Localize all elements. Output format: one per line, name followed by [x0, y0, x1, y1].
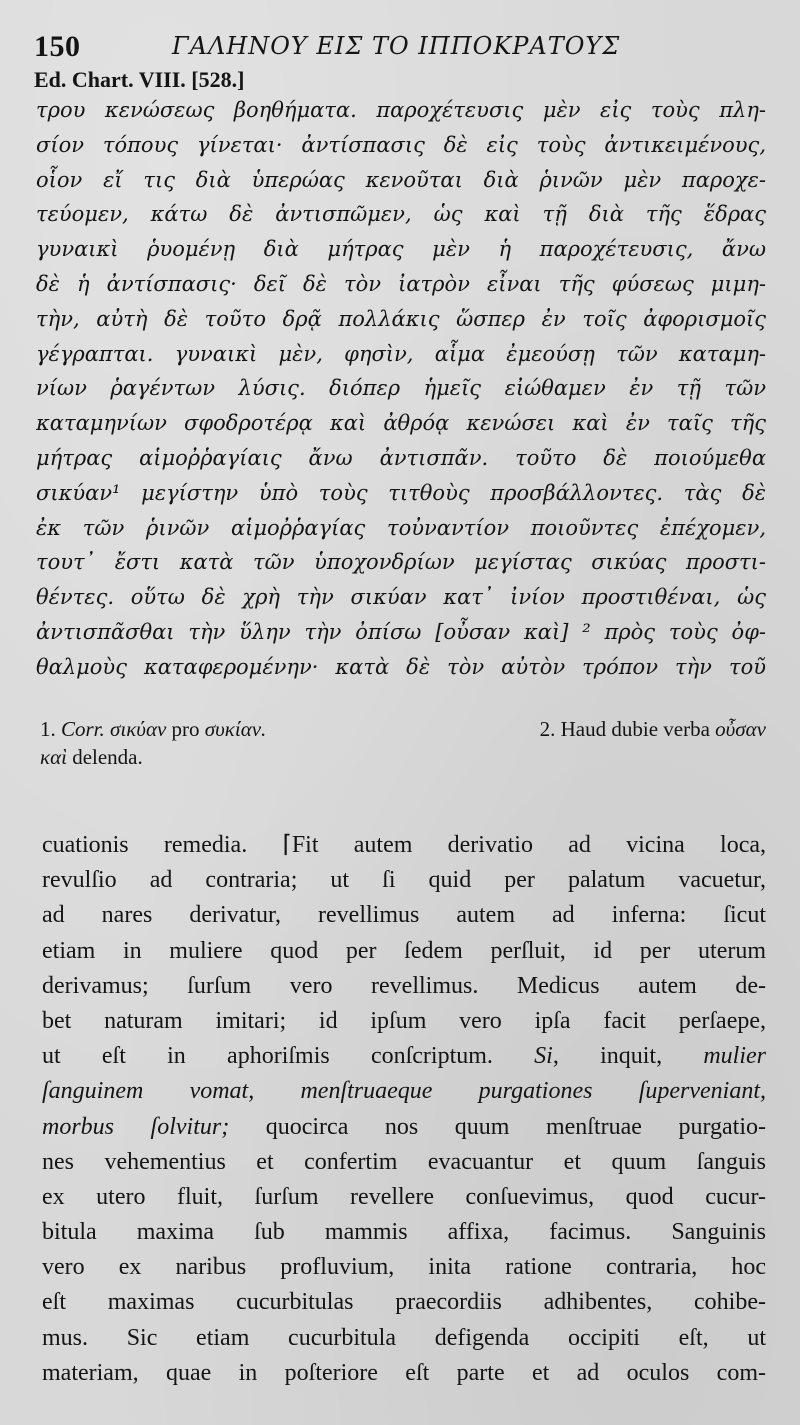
latin-span: vero ex naribus profluvium, inita ratione contraria, hoc — [42, 1254, 766, 1281]
edition-reference: Ed. Chart. VIII. [528.] — [34, 67, 245, 92]
greek-line: θαλμοὺς καταφερομένην· κατὰ δὲ τὸν αὐτὸν τρόπον τὴν τοῦ — [36, 654, 766, 679]
footnotes — [40, 715, 766, 771]
greek-line: μήτρας αἱμοῤῥαγίαις ἄνω ἀντισπᾶν. τοῦτο δὲ ποιούμεθα — [36, 445, 766, 470]
greek-line: δὲ ἡ ἀντίσπασις· δεῖ δὲ τὸν ἰατρὸν εἶναι τῆς φύσεως μιμη- — [36, 271, 766, 296]
latin-italic-span: mulier — [703, 1043, 766, 1070]
latin-line — [42, 934, 766, 969]
latin-text-block — [42, 828, 766, 1391]
latin-line — [42, 969, 766, 1004]
greek-line: γέγραπται. γυναικὶ μὲν, φησὶν, αἷμα ἐμεούσῃ τῶν καταμη- — [36, 341, 766, 366]
footnote-1-greek-a: σικύαν — [110, 717, 167, 741]
latin-span: bet naturam imitari; id ipſum vero ipſa facit perſaepe, — [42, 1007, 766, 1034]
footnote-1-corr: Corr. — [61, 717, 105, 741]
latin-line — [42, 863, 766, 898]
running-title: ΓΑΛΗΝΟΥ ΕΙΣ ΤΟ ΙΠΠΟΚΡΑΤΟΥΣ — [172, 32, 621, 60]
footnote-2-cont-text: delenda. — [72, 745, 143, 769]
footnote-2 — [540, 715, 766, 743]
latin-line — [42, 898, 766, 933]
latin-line — [42, 1074, 766, 1109]
latin-span: ut eſt in aphoriſmis conſcriptum. — [42, 1043, 535, 1070]
latin-italic-span: morbus ſolvitur; — [42, 1113, 230, 1140]
latin-italic-span: ſanguinem vomat, menſtruaeque purgationes ſuperveniant, — [42, 1078, 766, 1105]
latin-span: eſt maximas cucurbitulas praecordiis adhibentes, cohibe- — [42, 1289, 766, 1316]
latin-line — [42, 1285, 766, 1320]
greek-line: ἐκ τῶν ῥινῶν αἱμοῤῥαγίας τοὐναντίον ποιοῦντες ἐπέχομεν, — [36, 515, 766, 540]
footnote-2-text: 2. Haud dubie verba — [539, 717, 710, 741]
greek-line: τεύομεν, κάτω δὲ ἀντισπῶμεν, ὡς καὶ τῇ διὰ τῆς ἕδρας — [36, 202, 766, 227]
greek-line: σικύαν¹ μεγίστην ὑπὸ τοὺς τιτθοὺς προσβάλλοντες. τὰς δὲ — [36, 480, 766, 505]
latin-span: , inquit, — [552, 1043, 704, 1070]
greek-line: οἷον εἴ τις διὰ ὑπερώας κενοῦται διὰ ῥινῶν μὲν παροχε- — [36, 167, 766, 192]
greek-line: νίων ῥαγέντων λύσις. διόπερ ἡμεῖς εἰώθαμεν ἐν τῇ τῶν — [36, 376, 766, 401]
latin-line — [42, 828, 766, 863]
greek-line: ἀντισπᾶσθαι τὴν ὕλην τὴν ὀπίσω [οὖσαν καὶ] ² πρὸς τοὺς ὀφ- — [36, 619, 766, 644]
latin-span: materiam, quae in poſteriore eſt parte et ad oculos com- — [42, 1359, 766, 1386]
page-number: 150 — [34, 30, 81, 63]
latin-line — [42, 1039, 766, 1074]
latin-line — [42, 1250, 766, 1285]
greek-line: θέντες. οὕτω δὲ χρὴ τὴν σικύαν κατ᾿ ἰνίον προστιθέναι, ὡς — [36, 585, 766, 610]
greek-line: καταμηνίων σφοδροτέρᾳ καὶ ἀθρόᾳ κενώσει καὶ ἐν ταῖς τῆς — [36, 411, 766, 436]
latin-line — [42, 1321, 766, 1356]
latin-line — [42, 1180, 766, 1215]
latin-span: ex utero fluit, ſurſum revellere conſuevimus, quod cucur- — [42, 1183, 766, 1210]
greek-line: τὴν, αὐτὴ δὲ τοῦτο δρᾷ πολλάκις ὥσπερ ἐν τοῖς ἀφορισμοῖς — [36, 306, 766, 331]
latin-span: mus. Sic etiam cucurbitula defigenda occipiti eſt, ut — [42, 1324, 766, 1351]
greek-line: τουτ᾿ ἔστι κατὰ τῶν ὑποχονδρίων μεγίστας σικύας προστι- — [36, 550, 766, 575]
latin-span: ad nares derivatur, revellimus autem ad inferna: ſicut — [42, 902, 766, 929]
greek-line: τρου κενώσεως βοηθήματα. παροχέτευσις μὲν εἰς τοὺς πλη- — [36, 98, 766, 122]
latin-italic-span: Si — [534, 1043, 553, 1070]
latin-span: quocirca nos quum menſtruae purgatio- — [229, 1113, 766, 1140]
latin-span: bitula maxima ſub mammis affixa, facimus. Sanguinis — [42, 1219, 766, 1246]
greek-line: σίον τόπους γίνεται· ἀντίσπασις δὲ εἰς τοὺς ἀντικειμένους, — [36, 132, 766, 157]
footnote-line-1 — [40, 715, 766, 743]
footnote-2-greek: οὖσαν — [715, 717, 766, 741]
greek-line: γυναικὶ ῥυομένῃ διὰ μήτρας μὲν ἡ παροχέτευσις, ἄνω — [36, 237, 766, 262]
latin-line — [42, 1145, 766, 1180]
latin-line — [42, 1110, 766, 1145]
greek-text-block — [36, 93, 766, 685]
page-header — [30, 28, 770, 68]
latin-span: nes vehementius et confertim evacuantur et quum ſanguis — [42, 1148, 766, 1175]
latin-span: revulſio ad contraria; ut ſi quid per palatum vacuetur, — [42, 867, 766, 894]
latin-line — [42, 1215, 766, 1250]
footnote-1-pro: pro — [171, 717, 200, 741]
footnote-2-cont-greek: καὶ — [40, 745, 67, 769]
latin-span: etiam in muliere quod per ſedem perſluit, id per uterum — [42, 937, 766, 964]
footnote-1-greek-b: συκίαν. — [204, 717, 267, 741]
latin-line — [42, 1004, 766, 1039]
footnote-1-number: 1. — [40, 717, 56, 741]
latin-line — [42, 1356, 766, 1391]
footnote-1 — [40, 715, 266, 743]
footnote-line-2 — [40, 743, 766, 771]
latin-span: cuationis remedia. ⌈Fit autem derivatio ad vicina loca, — [42, 832, 766, 858]
latin-span: derivamus; ſurſum vero revellimus. Medicus autem de- — [42, 972, 766, 999]
